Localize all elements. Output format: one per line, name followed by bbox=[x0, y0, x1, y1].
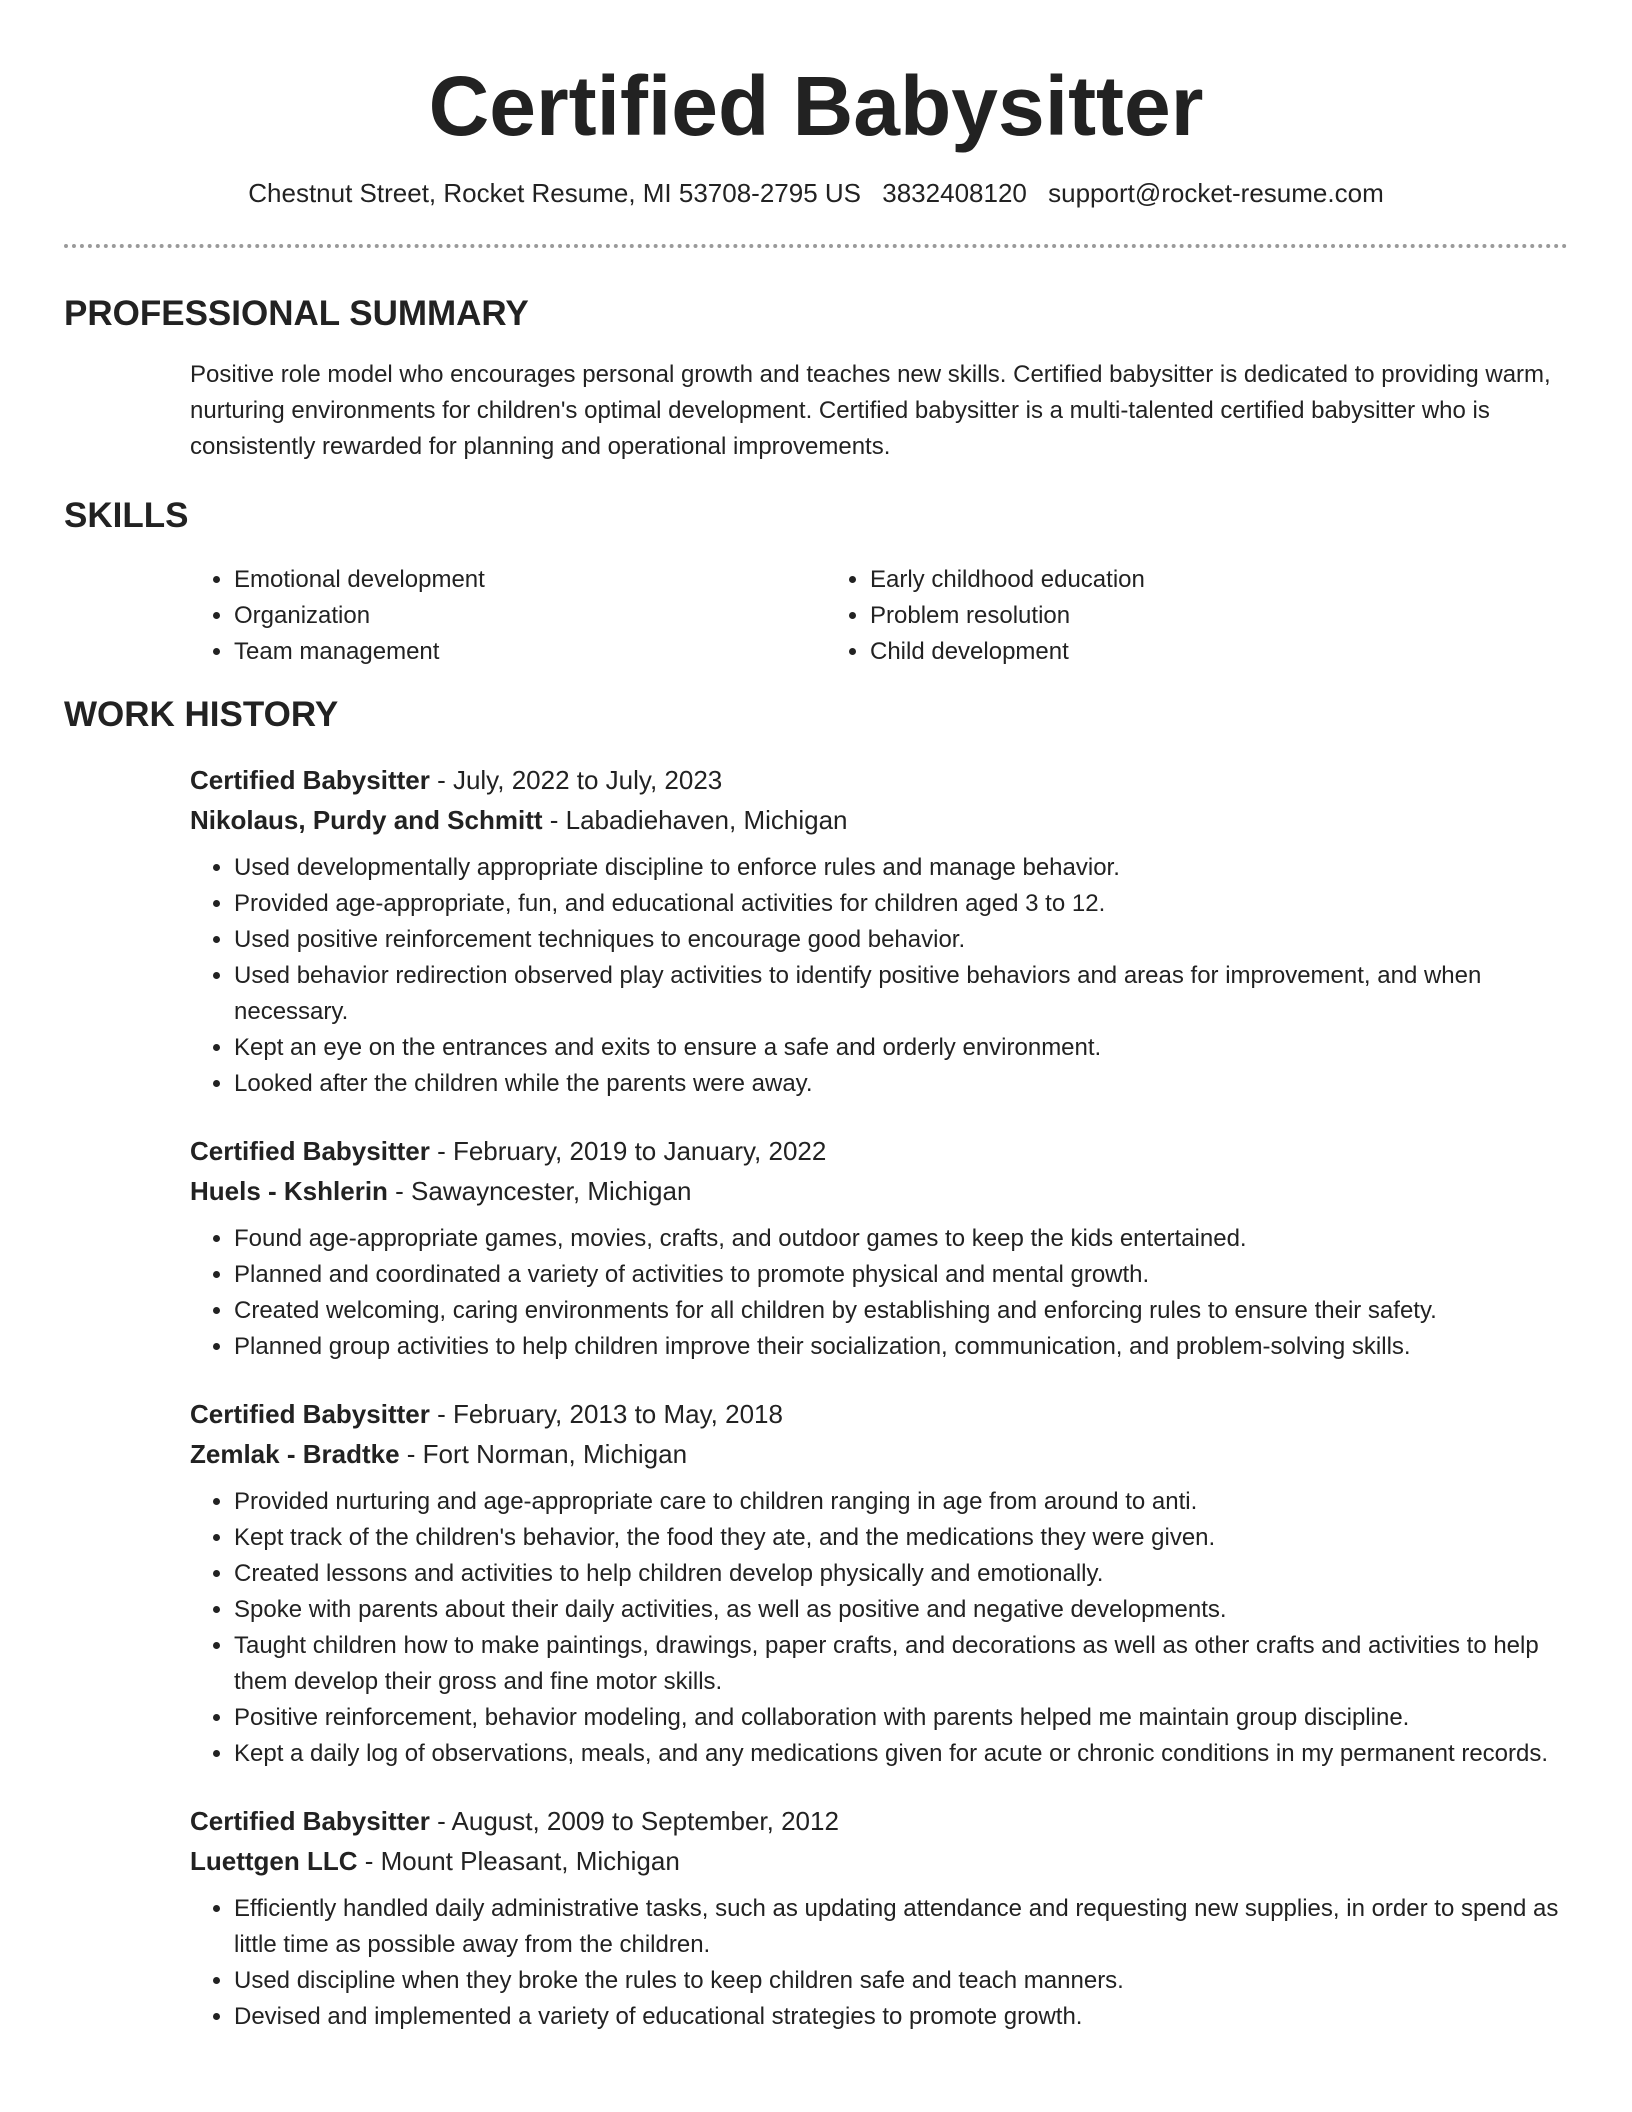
job-role: Certified Babysitter bbox=[190, 1806, 430, 1836]
job-location: - Mount Pleasant, Michigan bbox=[357, 1846, 680, 1876]
job-company: Nikolaus, Purdy and Schmitt bbox=[190, 805, 543, 835]
job-company-line bbox=[190, 800, 1568, 840]
job-dates: - February, 2019 to January, 2022 bbox=[429, 1136, 827, 1166]
job-bullet: • Positive reinforcement, behavior modeling, and collaboration with parents helped me maintain group discipline. bbox=[234, 1700, 1568, 1736]
job-entry bbox=[190, 1394, 1568, 1772]
job-role: Certified Babysitter bbox=[190, 1399, 430, 1429]
job-bullet: • Provided age-appropriate, fun, and educational activities for children aged 3 to 12. bbox=[234, 886, 1568, 922]
contact-phone: 3832408120 bbox=[882, 178, 1027, 208]
job-bullet: • Found age-appropriate games, movies, crafts, and outdoor games to keep the kids entertained. bbox=[234, 1221, 1568, 1257]
job-bullets bbox=[190, 1891, 1568, 2035]
skill-item: • Early childhood education bbox=[870, 562, 1462, 598]
job-location: - Labadiehaven, Michigan bbox=[542, 805, 848, 835]
job-role: Certified Babysitter bbox=[190, 1136, 430, 1166]
skill-item: • Team management bbox=[234, 634, 826, 670]
job-company: Luettgen LLC bbox=[190, 1846, 358, 1876]
job-dates: - July, 2022 to July, 2023 bbox=[429, 765, 723, 795]
job-location: - Sawayncester, Michigan bbox=[387, 1176, 692, 1206]
job-entry bbox=[190, 1131, 1568, 1365]
job-title-line bbox=[190, 760, 1568, 800]
job-dates: - August, 2009 to September, 2012 bbox=[429, 1806, 839, 1836]
work-history-heading: WORK HISTORY bbox=[64, 695, 339, 734]
job-bullet: • Planned group activities to help children improve their socialization, communication, and problem-solving skills. bbox=[234, 1329, 1568, 1365]
contact-address: Chestnut Street, Rocket Resume, MI 53708-2795 US bbox=[248, 178, 862, 208]
job-title-line bbox=[190, 1394, 1568, 1434]
contact-email: support@rocket-resume.com bbox=[1048, 178, 1384, 208]
header-divider bbox=[64, 244, 1568, 248]
job-entry bbox=[190, 760, 1568, 1102]
resume-name: Certified Babysitter bbox=[428, 59, 1204, 153]
job-bullet: • Used discipline when they broke the rules to keep children safe and teach manners. bbox=[234, 1963, 1568, 1999]
contact-info bbox=[64, 176, 1568, 210]
job-title-line bbox=[190, 1801, 1568, 1841]
job-bullet: • Planned and coordinated a variety of activities to promote physical and mental growth. bbox=[234, 1257, 1568, 1293]
skill-item: • Organization bbox=[234, 598, 826, 634]
job-bullet: • Used developmentally appropriate discipline to enforce rules and manage behavior. bbox=[234, 850, 1568, 886]
job-bullet: • Efficiently handled daily administrative tasks, such as updating attendance and requesting new supplies, in order to spend as little time as possible away from the children. bbox=[234, 1891, 1568, 1963]
job-bullet: • Kept an eye on the entrances and exits to ensure a safe and orderly environment. bbox=[234, 1030, 1568, 1066]
job-bullet: • Spoke with parents about their daily activities, as well as positive and negative developments. bbox=[234, 1592, 1568, 1628]
job-company: Huels - Kshlerin bbox=[190, 1176, 388, 1206]
job-bullet: • Provided nurturing and age-appropriate care to children ranging in age from around to anti. bbox=[234, 1484, 1568, 1520]
job-role: Certified Babysitter bbox=[190, 765, 430, 795]
skill-item: • Child development bbox=[870, 634, 1462, 670]
job-company-line bbox=[190, 1841, 1568, 1881]
job-company-line bbox=[190, 1434, 1568, 1474]
job-bullets bbox=[190, 1221, 1568, 1365]
job-title-line bbox=[190, 1131, 1568, 1171]
job-entry bbox=[190, 1801, 1568, 2035]
skills-column-left bbox=[190, 562, 826, 670]
skills-list bbox=[190, 562, 1568, 670]
job-company: Zemlak - Bradtke bbox=[190, 1439, 400, 1469]
job-bullets bbox=[190, 1484, 1568, 1772]
skills-heading: SKILLS bbox=[64, 496, 189, 535]
job-dates: - February, 2013 to May, 2018 bbox=[429, 1399, 783, 1429]
summary-heading: PROFESSIONAL SUMMARY bbox=[64, 294, 529, 333]
job-bullet: • Looked after the children while the parents were away. bbox=[234, 1066, 1568, 1102]
job-bullet: • Devised and implemented a variety of educational strategies to promote growth. bbox=[234, 1999, 1568, 2035]
job-bullet: • Created welcoming, caring environments for all children by establishing and enforcing rules to ensure their safety. bbox=[234, 1293, 1568, 1329]
job-bullet: • Kept a daily log of observations, meals, and any medications given for acute or chronic conditions in my permanent records. bbox=[234, 1736, 1568, 1772]
job-bullet: • Taught children how to make paintings, drawings, paper crafts, and decorations as well as other crafts and activities to help them develop their gross and fine motor skills. bbox=[234, 1628, 1568, 1700]
job-bullet: • Used positive reinforcement techniques to encourage good behavior. bbox=[234, 922, 1568, 958]
job-location: - Fort Norman, Michigan bbox=[399, 1439, 688, 1469]
job-bullets bbox=[190, 850, 1568, 1102]
skills-column-right bbox=[826, 562, 1462, 670]
summary-text: Positive role model who encourages personal growth and teaches new skills. Certified babysitter is dedicated to providing warm, nurturing environments for children's optimal development. Certified babysitter is a multi-talented certified babysitter who is consistently rewarded for planning and operational improvements. bbox=[190, 361, 1551, 460]
job-bullet: • Used behavior redirection observed play activities to identify positive behaviors and areas for improvement, and when necessary. bbox=[234, 958, 1568, 1030]
skill-item: • Emotional development bbox=[234, 562, 826, 598]
job-bullet: • Kept track of the children's behavior, the food they ate, and the medications they were given. bbox=[234, 1520, 1568, 1556]
job-bullet: • Created lessons and activities to help children develop physically and emotionally. bbox=[234, 1556, 1568, 1592]
job-company-line bbox=[190, 1171, 1568, 1211]
skill-item: • Problem resolution bbox=[870, 598, 1462, 634]
